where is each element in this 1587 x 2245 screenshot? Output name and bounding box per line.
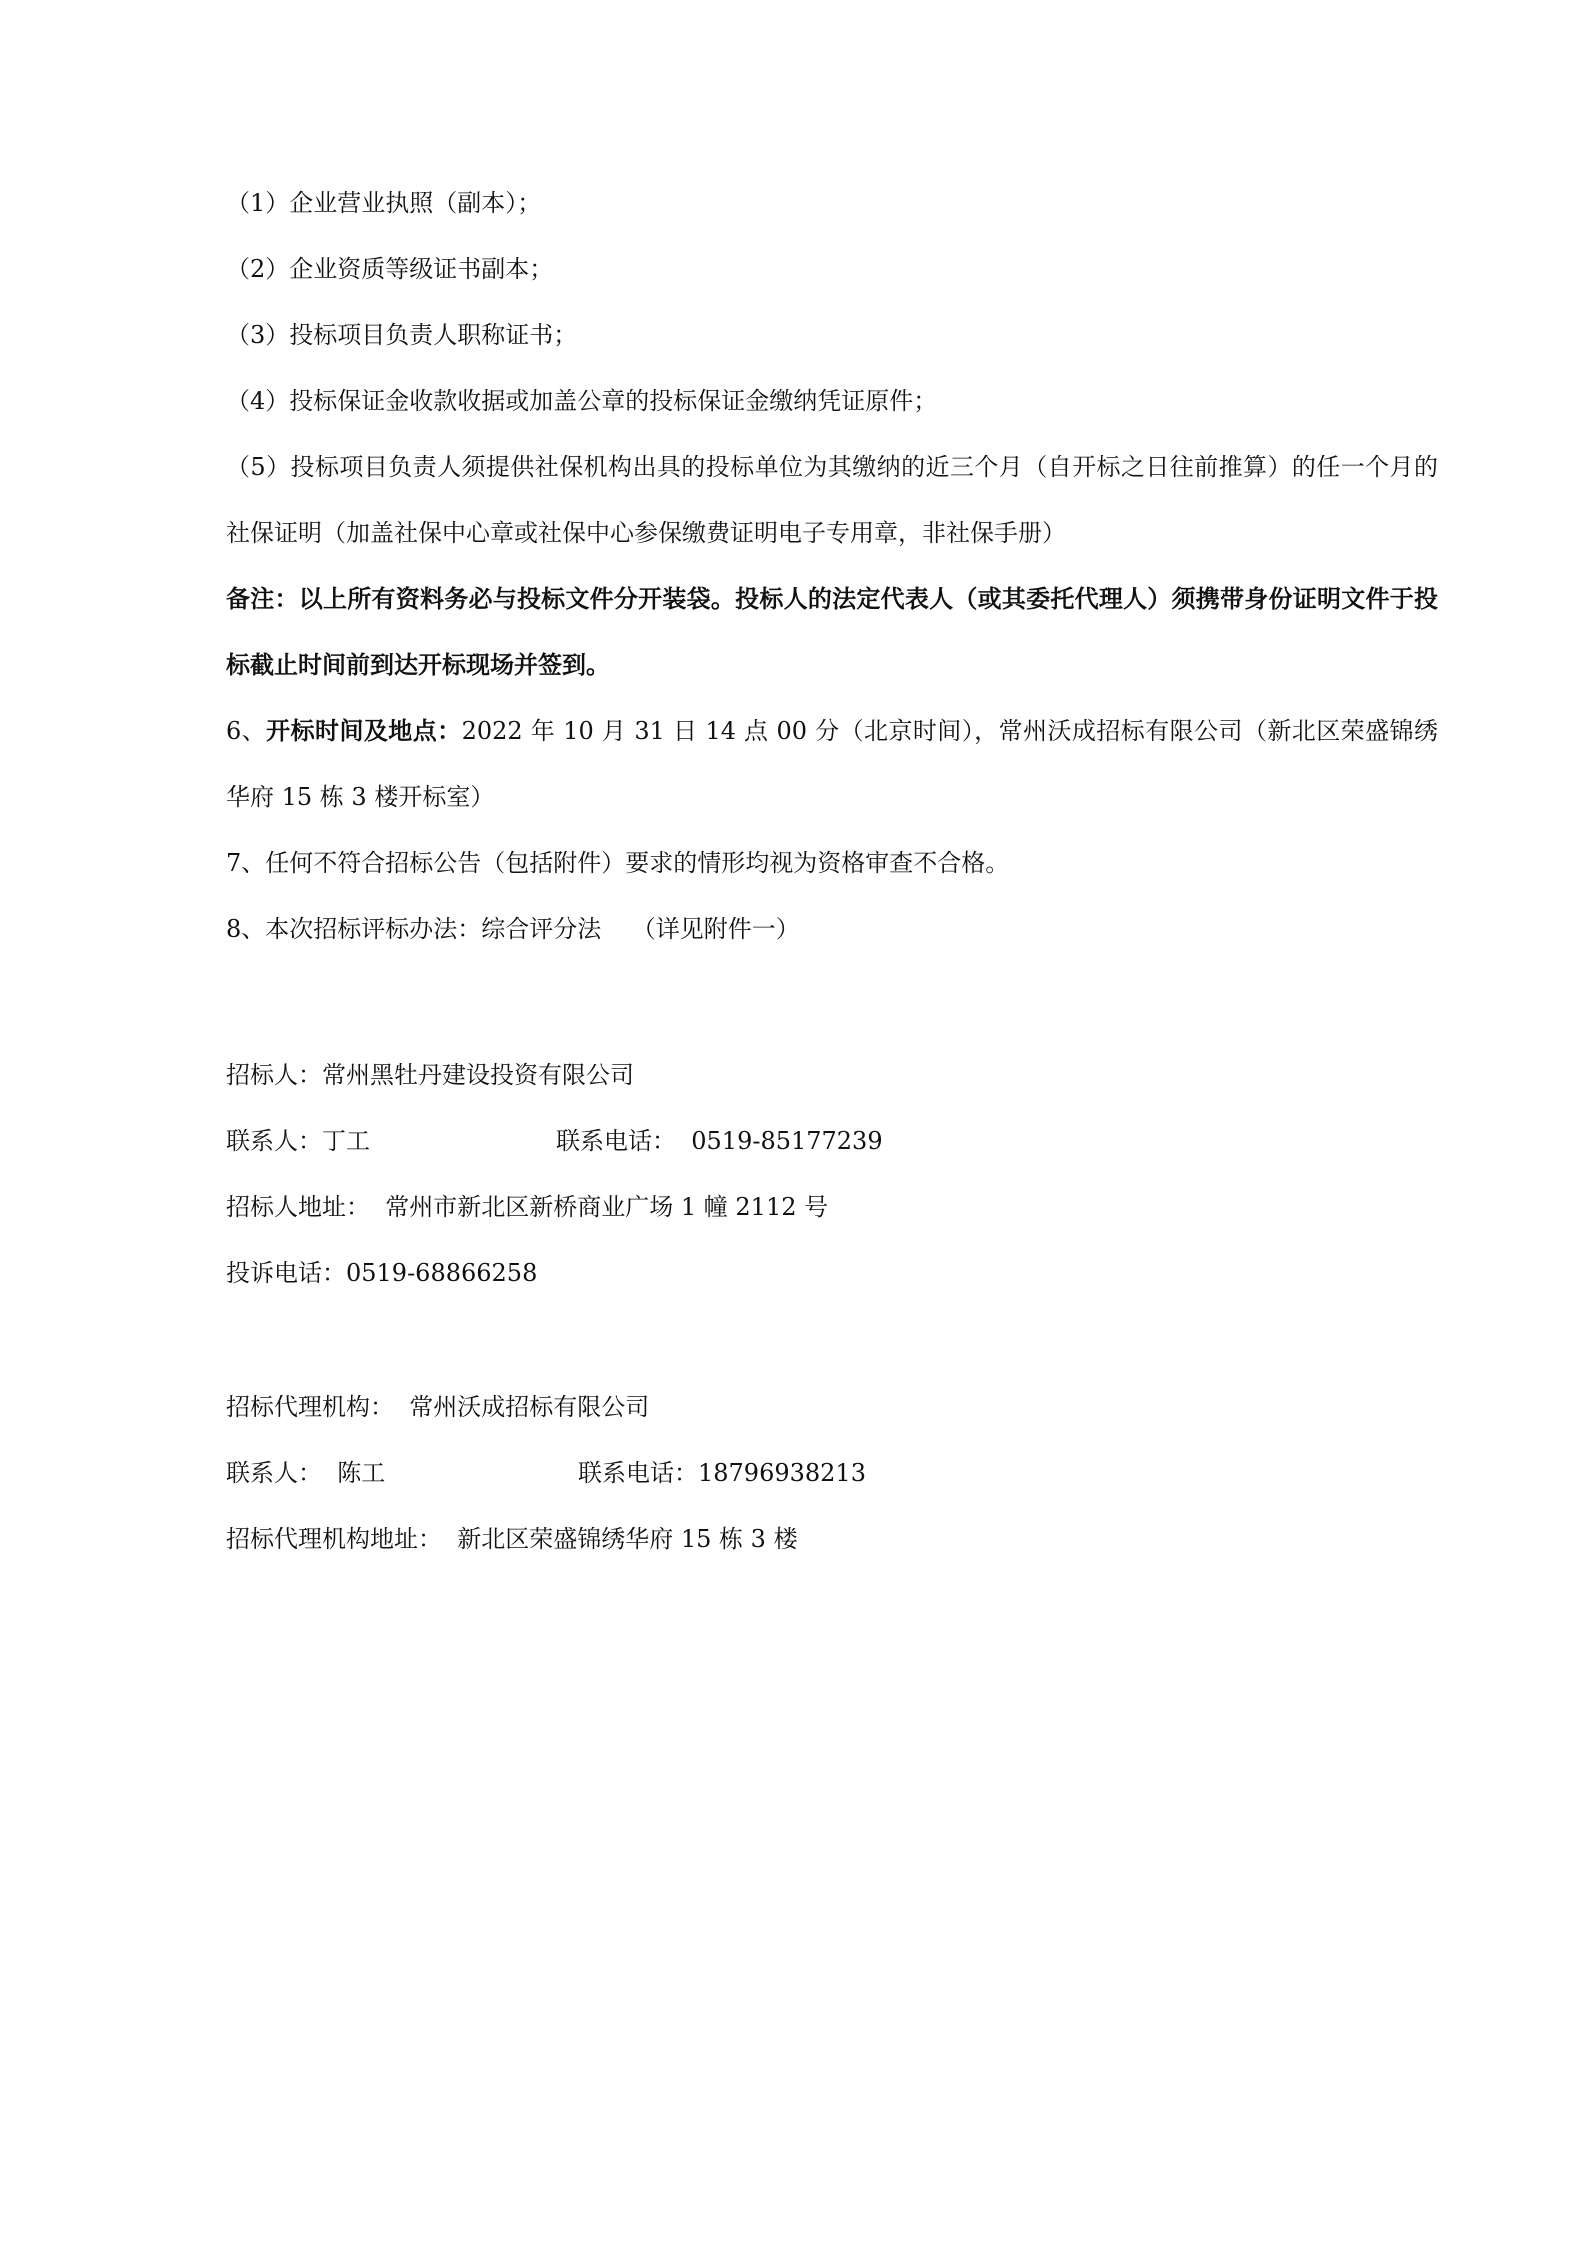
agency-address: 招标代理机构地址： 新北区荣盛锦绣华府 15 栋 3 楼 — [226, 1525, 798, 1553]
section-spacer — [170, 962, 1438, 1042]
agency-contact: 联系人： 陈工 — [226, 1459, 386, 1487]
requirement-item-3: （3）投标项目负责人职称证书； — [226, 321, 578, 349]
requirement-item-5: （5）投标项目负责人须提供社保机构出具的投标单位为其缴纳的近三个月（自开标之日往前推算）的任一个月的社保证明（加盖社保中心章或社保中心参保缴费证明电子专用章，非社保手册） — [226, 453, 1438, 547]
qualification-rule: 7、任何不符合招标公告（包括附件）要求的情形均视为资格审查不合格。 — [226, 849, 1010, 877]
item6-label: 开标时间及地点： — [266, 716, 462, 745]
section-spacer — [170, 1306, 1438, 1374]
tenderer-address: 招标人地址： 常州市新北区新桥商业广场 1 幢 2112 号 — [226, 1193, 829, 1221]
submission-note: 备注：以上所有资料务必与投标文件分开装袋。投标人的法定代表人（或其委托代理人）须携带身份证明文件于投标截止时间前到达开标现场并签到。 — [226, 584, 1438, 679]
evaluation-method: 8、本次招标评标办法：综合评分法 （详见附件一） — [226, 915, 800, 943]
complaint-phone: 投诉电话：0519-68866258 — [226, 1259, 538, 1287]
tenderer-contact-row — [170, 1108, 1438, 1174]
requirement-item-2: （2）企业资质等级证书副本； — [226, 255, 554, 283]
opening-time-location — [170, 698, 1438, 830]
agency-contact-row — [170, 1440, 1438, 1506]
requirement-item-4: （4）投标保证金收款收据或加盖公章的投标保证金缴纳凭证原件； — [226, 387, 938, 415]
document-body — [170, 170, 1438, 1572]
tenderer-phone: 联系电话： 0519-85177239 — [556, 1127, 883, 1155]
item6-text: 2022 年 10 月 31 日 14 点 00 分（北京时间），常州沃成招标有限公司（新北区荣盛锦绣华府 15 栋 3 楼开标室） — [226, 717, 1438, 811]
item6-prefix: 6、 — [226, 717, 267, 745]
tenderer-name: 招标人：常州黑牡丹建设投资有限公司 — [226, 1061, 634, 1089]
agency-name: 招标代理机构： 常州沃成招标有限公司 — [226, 1393, 650, 1421]
agency-phone: 联系电话：18796938213 — [578, 1459, 866, 1487]
tenderer-contact: 联系人：丁工 — [226, 1127, 370, 1155]
requirement-item-1: （1）企业营业执照（副本）； — [226, 189, 542, 217]
